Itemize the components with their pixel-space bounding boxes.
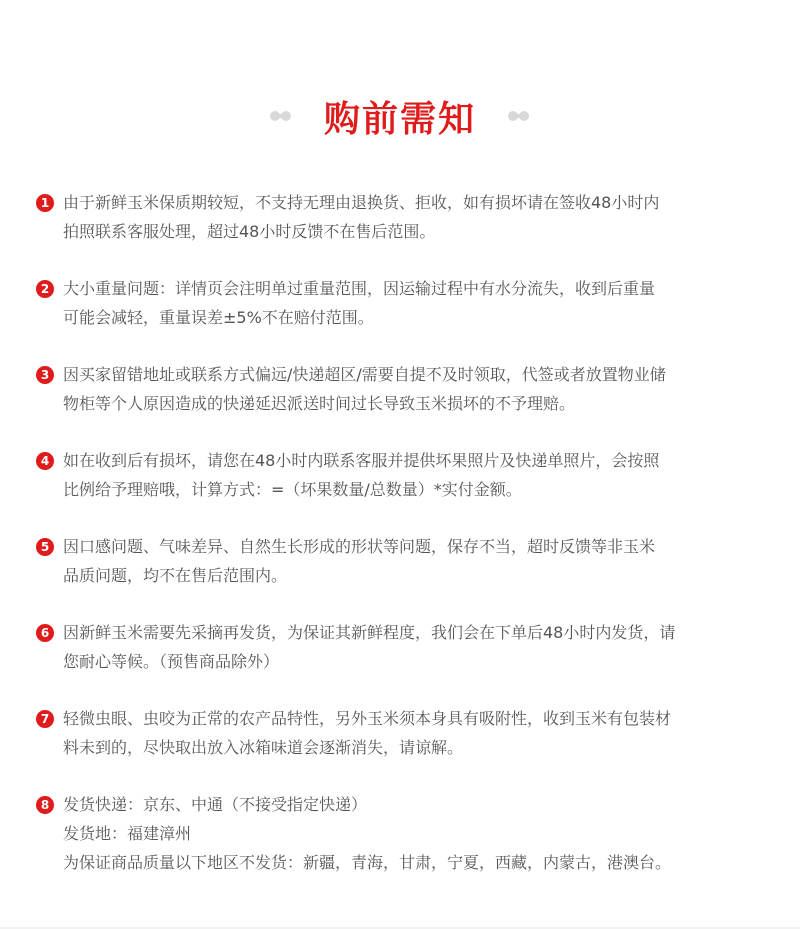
notice-text bbox=[63, 360, 776, 418]
notice-text bbox=[63, 618, 776, 676]
notice-text bbox=[63, 704, 776, 762]
right-decoration-icon bbox=[506, 110, 532, 122]
notice-text bbox=[63, 532, 776, 590]
notice-line: 为保证商品质量以下地区不发货：新疆，青海，甘肃，宁夏，西藏，内蒙古，港澳台。 bbox=[63, 853, 672, 872]
number-badge: 1 bbox=[36, 194, 54, 212]
notice-text bbox=[63, 274, 776, 332]
notice-line: 可能会减轻，重量误差±5%不在赔付范围。 bbox=[63, 308, 374, 327]
notice-line: 比例给予理赔哦，计算方式：=（坏果数量/总数量）*实付金额。 bbox=[63, 480, 522, 499]
notice-line: 您耐心等候。（预售商品除外） bbox=[63, 652, 280, 671]
notice-text bbox=[63, 790, 776, 877]
notice-line: 轻微虫眼、虫咬为正常的农产品特性，另外玉米须本身具有吸附性，收到玉米有包装材 bbox=[63, 709, 672, 728]
notice-line: 发货地：福建漳州 bbox=[63, 824, 192, 843]
notice-item-5 bbox=[36, 532, 776, 590]
number-badge: 8 bbox=[36, 796, 54, 814]
number-badge: 7 bbox=[36, 710, 54, 728]
notice-line: 因口感问题、气味差异、自然生长形成的形状等问题，保存不当，超时反馈等非玉米 bbox=[63, 537, 656, 556]
notice-item-7 bbox=[36, 704, 776, 762]
notice-line: 拍照联系客服处理，超过48小时反馈不在售后范围。 bbox=[63, 222, 436, 241]
notice-item-8 bbox=[36, 790, 776, 877]
left-decoration-icon bbox=[268, 110, 294, 122]
notice-line: 因买家留错地址或联系方式偏远/快递超区/需要自提不及时领取，代签或者放置物业储 bbox=[63, 365, 666, 384]
number-badge: 6 bbox=[36, 624, 54, 642]
notice-line: 如在收到后有损坏，请您在48小时内联系客服并提供坏果照片及快递单照片，会按照 bbox=[63, 451, 660, 470]
notice-line: 料未到的，尽快取出放入冰箱味道会逐渐消失，请谅解。 bbox=[63, 738, 464, 757]
notice-text bbox=[63, 188, 776, 246]
notice-line: 因新鲜玉米需要先采摘再发货，为保证其新鲜程度，我们会在下单后48小时内发货，请 bbox=[63, 623, 676, 642]
number-badge: 3 bbox=[36, 366, 54, 384]
notice-text bbox=[63, 446, 776, 504]
notice-item-6 bbox=[36, 618, 776, 676]
notice-line: 大小重量问题：详情页会注明单过重量范围，因运输过程中有水分流失，收到后重量 bbox=[63, 279, 656, 298]
header bbox=[0, 88, 800, 144]
number-badge: 5 bbox=[36, 538, 54, 556]
number-badge: 2 bbox=[36, 280, 54, 298]
page-title: 购前需知 bbox=[323, 98, 476, 140]
notice-item-3 bbox=[36, 360, 776, 418]
notice-item-1 bbox=[36, 188, 776, 246]
notice-list bbox=[36, 188, 776, 877]
notice-line: 发货快递：京东、中通（不接受指定快递） bbox=[63, 795, 368, 814]
notice-line: 品质问题，均不在售后范围内。 bbox=[63, 566, 288, 585]
notice-line: 由于新鲜玉米保质期较短，不支持无理由退换货、拒收，如有损坏请在签收48小时内 bbox=[63, 193, 660, 212]
notice-line: 物柜等个人原因造成的快递延迟派送时间过长导致玉米损坏的不予理赔。 bbox=[63, 394, 576, 413]
notice-item-2 bbox=[36, 274, 776, 332]
number-badge: 4 bbox=[36, 452, 54, 470]
notice-item-4 bbox=[36, 446, 776, 504]
